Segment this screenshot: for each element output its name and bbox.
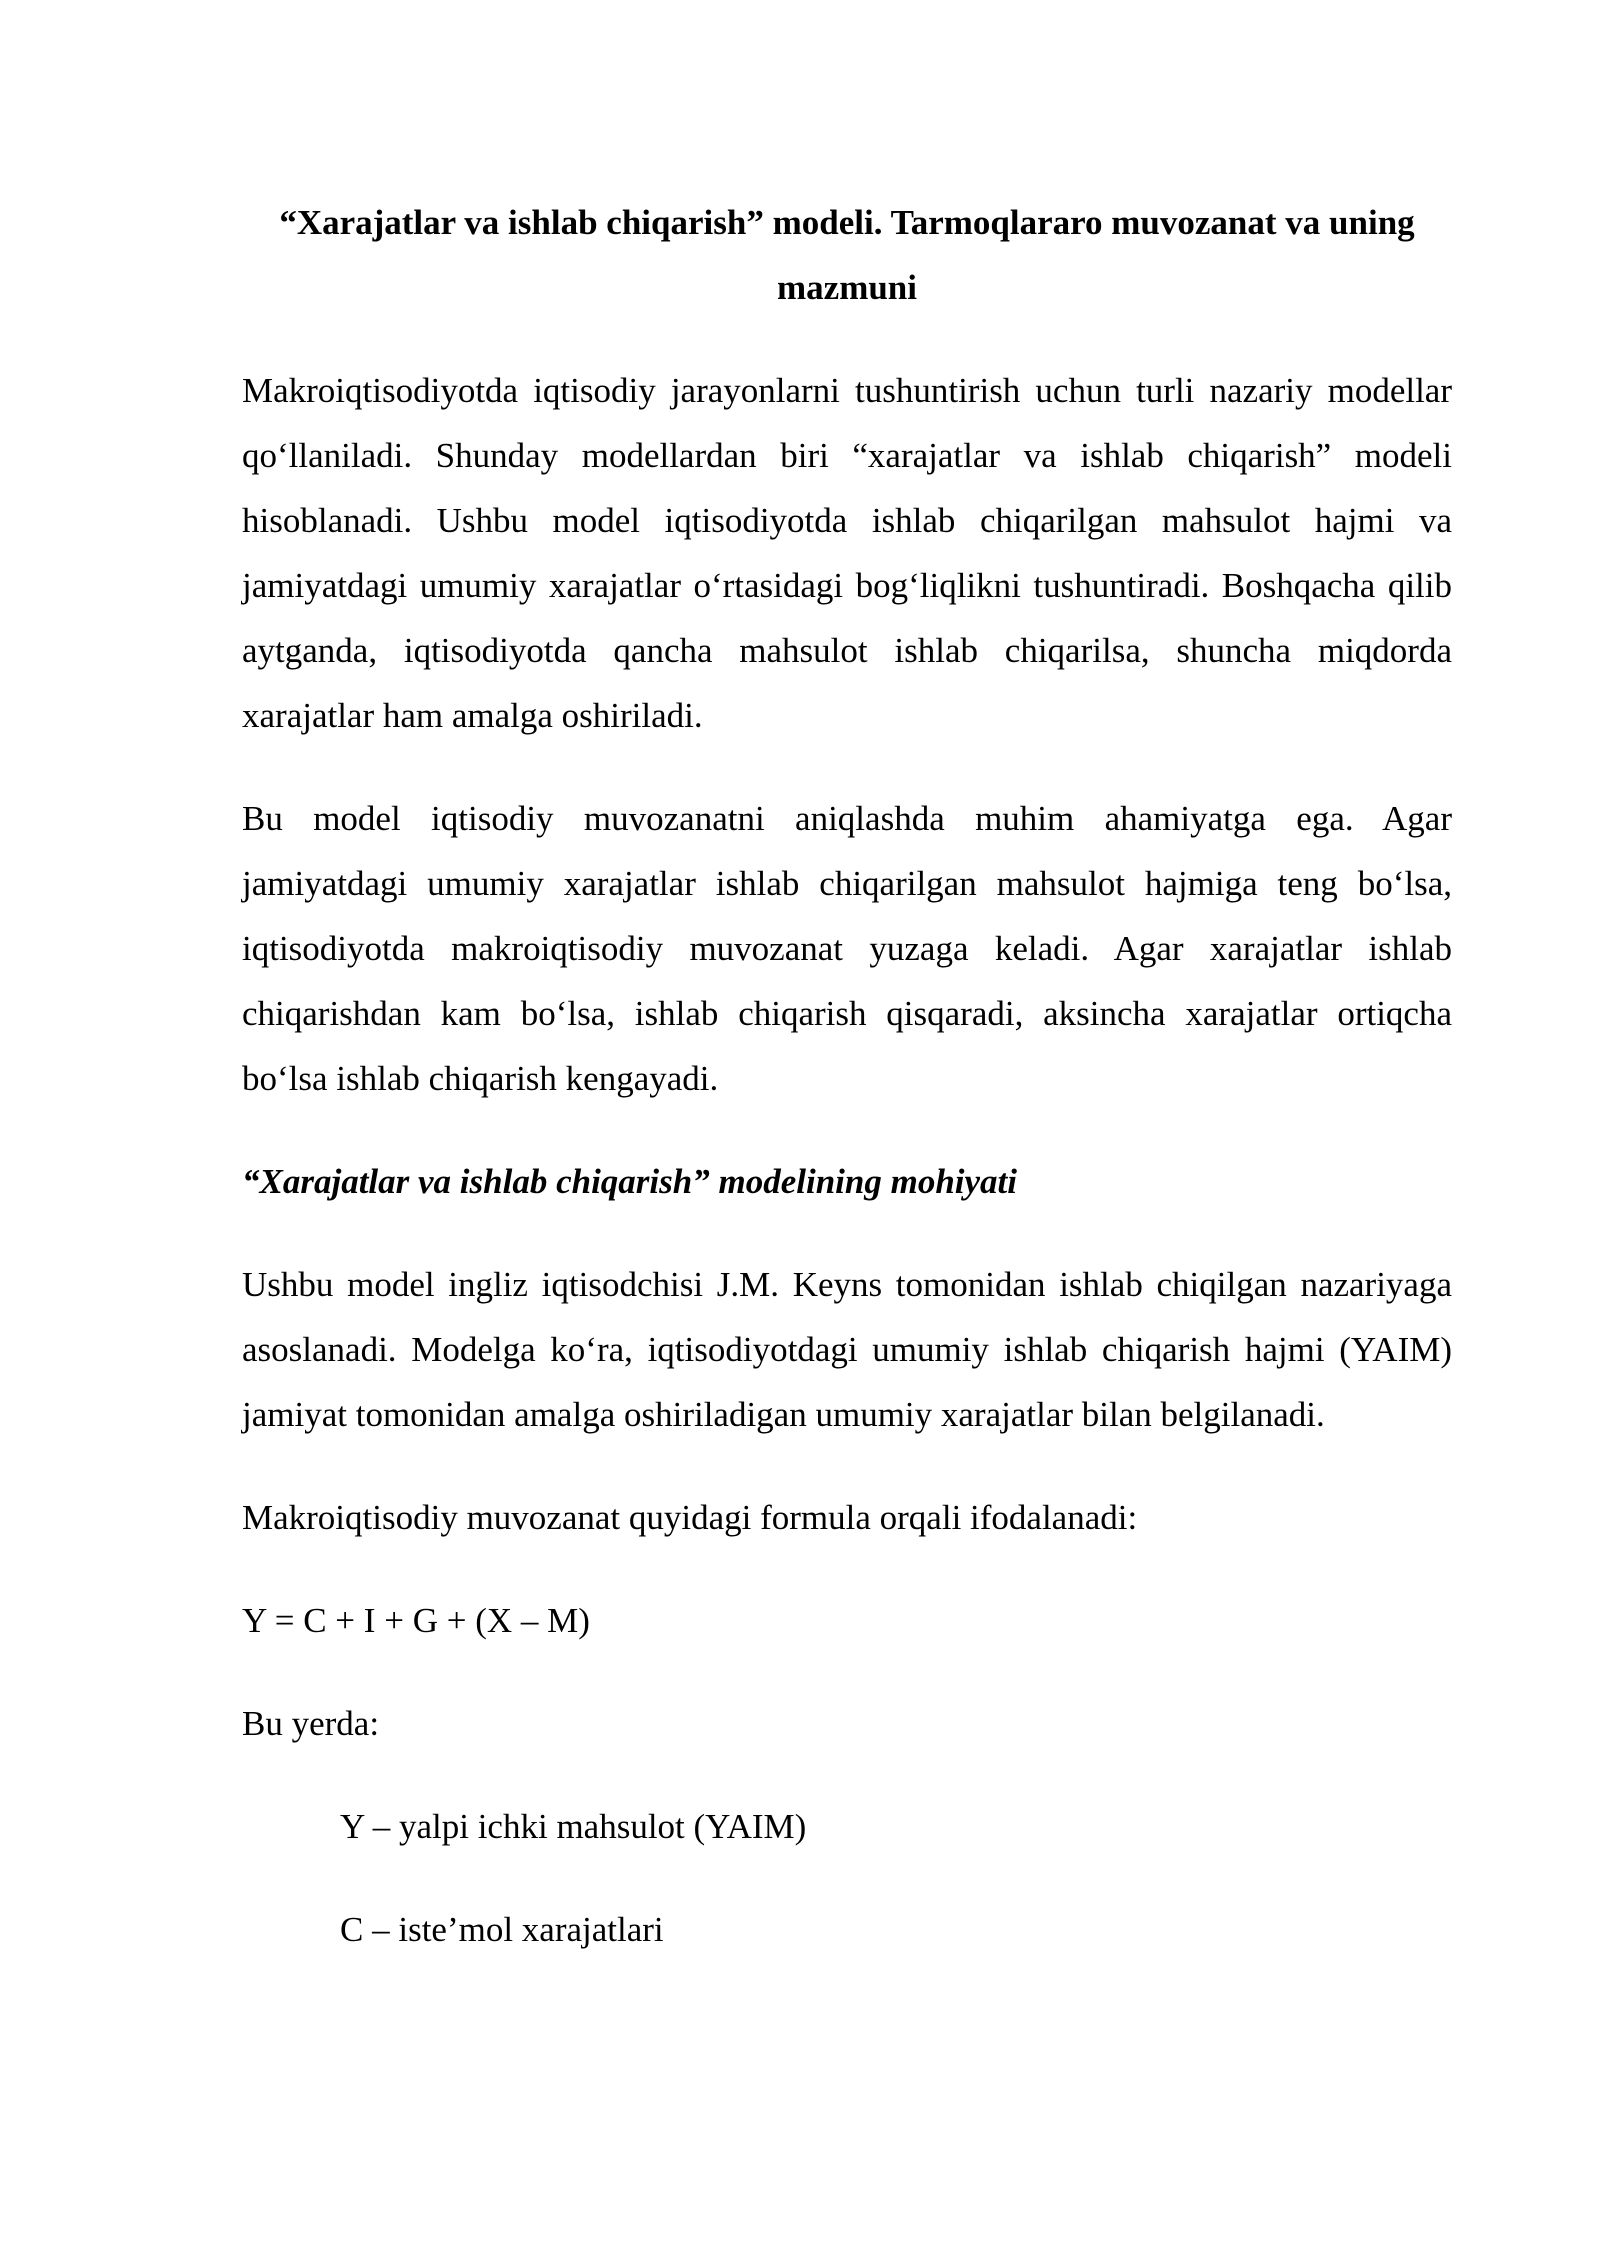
section-subtitle: “Xarajatlar va ishlab chiqarish” modelining mohiyati (242, 1162, 1017, 1201)
paragraph-keynes: Ushbu model ingliz iqtisodchisi J.M. Keyns tomonidan ishlab chiqilgan nazariyaga asoslanadi. Modelga ko‘ra, iqtisodiyotdagi umumiy ishlab chiqarish hajmi (YAIM) jamiyat tomonidan amalga oshiriladigan umumiy xarajatlar bilan belgilanadi. (242, 1265, 1452, 1434)
equilibrium-formula: Y = C + I + G + (X – M) (242, 1601, 590, 1640)
where-label: Bu yerda: (242, 1704, 380, 1743)
definition-item: Y – yalpi ichki mahsulot (YAIM) (340, 1807, 807, 1846)
paragraph-formula-intro: Makroiqtisodiy muvozanat quyidagi formula orqali ifodalanadi: (242, 1498, 1138, 1537)
document-page (242, 190, 1452, 2000)
paragraph-equilibrium: Bu model iqtisodiy muvozanatni aniqlashda muhim ahamiyatga ega. Agar jamiyatdagi umumiy xarajatlar ishlab chiqarilgan mahsulot hajmiga teng bo‘lsa, iqtisodiyotda makroiqtisodiy muvozanat yuzaga keladi. Agar xarajatlar ishlab chiqarishdan kam bo‘lsa, ishlab chiqarish qisqaradi, aksincha xarajatlar ortiqcha bo‘lsa ishlab chiqarish kengayadi. (242, 799, 1452, 1098)
paragraph-intro: Makroiqtisodiyotda iqtisodiy jarayonlarni tushuntirish uchun turli nazariy modellar qo‘llaniladi. Shunday modellardan biri “xarajatlar va ishlab chiqarish” modeli hisoblanadi. Ushbu model iqtisodiyotda ishlab chiqarilgan mahsulot hajmi va jamiyatdagi umumiy xarajatlar o‘rtasidagi bog‘liqlikni tushuntiradi. Boshqacha qilib aytganda, iqtisodiyotda qancha mahsulot ishlab chiqarilsa, shuncha miqdorda xarajatlar ham amalga oshiriladi. (242, 371, 1452, 735)
document-title: “Xarajatlar va ishlab chiqarish” modeli. Tarmoqlararo muvozanat va uning mazmuni (279, 203, 1415, 307)
definition-item: C – iste’mol xarajatlari (340, 1910, 664, 1949)
